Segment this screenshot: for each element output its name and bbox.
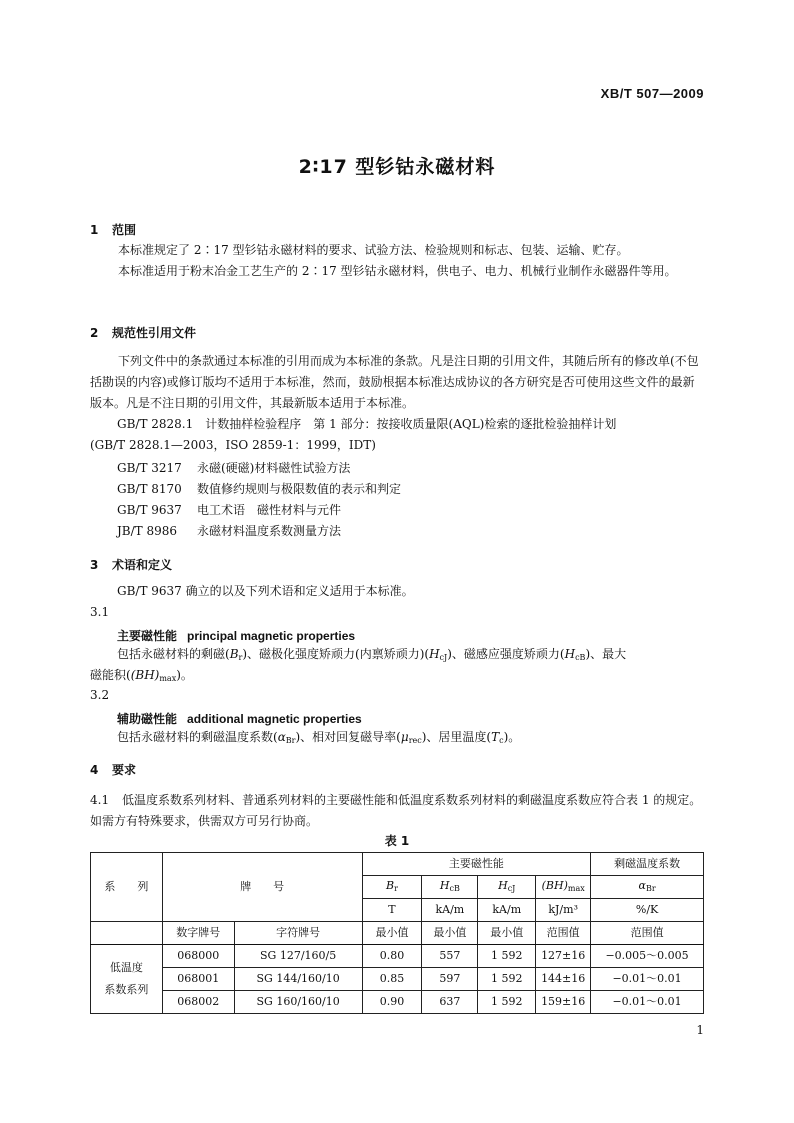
cell-br: 0.80	[362, 945, 422, 968]
subscript: rec	[408, 736, 422, 745]
subscript: r	[238, 653, 243, 662]
section-number: 3	[90, 558, 99, 572]
def-text: )。	[176, 668, 193, 682]
section-title: 要求	[112, 763, 137, 777]
min-header: 最小值	[362, 922, 422, 945]
term-heading	[117, 708, 362, 727]
cell-hcb: 597	[422, 968, 478, 991]
subscript: cB	[575, 653, 586, 662]
subscript: cB	[449, 883, 460, 893]
section-title: 术语和定义	[112, 558, 173, 572]
section-title: 规范性引用文件	[112, 326, 197, 340]
series-name: 低温度	[109, 961, 143, 974]
reference-code: GB/T 9637	[117, 503, 182, 517]
reference-title: 数值修约规则与极限数值的表示和判定	[197, 482, 402, 496]
symbol: H	[439, 878, 450, 892]
def-text: )、居里温度(	[421, 730, 492, 744]
def-text: )、最大	[585, 647, 627, 661]
paragraph: 下列文件中的条款通过本标准的引用而成为本标准的条款。凡是注日期的引用文件，其随后所有的修改单(不包括勘误的内容)或修订版均不适用于本标准，然而，鼓励根据本标准达成协议的各方研究是否可使用这些文件的最新版本。凡是不注日期的引用文件，其最新版本适用于本标准。	[90, 354, 699, 410]
subscript: cJ	[507, 883, 516, 893]
term-definition	[117, 644, 707, 668]
reference-item	[117, 480, 401, 497]
abr-unit: %/K	[591, 899, 704, 922]
paragraph	[90, 790, 706, 832]
cell-abr: −0.01～0.01	[591, 991, 704, 1014]
cell-num-grade: 068001	[162, 968, 234, 991]
num-grade-header: 数字牌号	[162, 922, 234, 945]
series-header: 系 列	[91, 853, 163, 922]
page-title: 2∶17 型钐钴永磁材料	[298, 156, 496, 178]
cell-hcj: 1 592	[478, 968, 536, 991]
series-name: 系数系列	[104, 983, 149, 996]
reference-code: JB/T 8986	[117, 524, 178, 538]
table-1	[90, 852, 704, 1014]
hcj-unit: kA/m	[478, 899, 536, 922]
def-text: 包括永磁材料的剩磁温度系数(	[117, 730, 278, 744]
temp-coeff-header: 剩磁温度系数	[591, 853, 704, 876]
br-header	[362, 876, 422, 899]
char-grade-header: 字符牌号	[234, 922, 362, 945]
cell-char-grade: SG 127/160/5	[234, 945, 362, 968]
reference-code: GB/T 8170	[117, 482, 182, 496]
section-number: 4	[90, 763, 99, 777]
hcj-header	[478, 876, 536, 899]
min-header: 最小值	[422, 922, 478, 945]
paragraph: GB/T 9637 确立的以及下列术语和定义适用于本标准。	[117, 584, 414, 598]
term-zh: 主要磁性能	[117, 629, 178, 643]
subscript: Br	[285, 736, 296, 745]
section-number: 1	[90, 223, 99, 237]
def-text: )、磁极化强度矫顽力(内禀矫顽力)(	[242, 647, 430, 661]
term-zh: 辅助磁性能	[117, 712, 178, 726]
symbol: (BH)	[541, 878, 568, 892]
term-number: 3.2	[90, 688, 110, 702]
reference-item	[117, 459, 350, 476]
symbol: (BH)	[130, 668, 160, 682]
clause-number: 4.1	[90, 793, 110, 807]
subscript: c	[499, 736, 504, 745]
paragraph: 本标准适用于粉末冶金工艺生产的 2∶17 型钐钴永磁材料，供电子、电力、机械行业制作永磁器件等用。	[118, 264, 677, 278]
symbol: T	[491, 730, 500, 744]
br-unit: T	[362, 899, 422, 922]
hcb-unit: kA/m	[422, 899, 478, 922]
cell-hcj: 1 592	[478, 991, 536, 1014]
table-caption: 表 1	[384, 834, 410, 848]
range-header: 范围值	[536, 922, 591, 945]
table-row	[91, 968, 704, 991]
clause-text: 低温度系数系列材料、普通系列材料的主要磁性能和低温度系数系列材料的剩磁温度系数应符合表 1 的规定。如需方有特殊要求，供需双方可另行协商。	[90, 793, 702, 828]
def-text: )。	[503, 730, 521, 744]
def-text: )、磁感应强度矫顽力(	[447, 647, 565, 661]
subscript: max	[567, 883, 585, 893]
section-4-heading	[90, 761, 136, 778]
grade-header: 牌 号	[162, 853, 362, 922]
reference-line: GB/T 2828.1 计数抽样检验程序 第 1 部分：按接收质量限(AQL)检索的逐批检验抽样计划	[117, 417, 617, 431]
reference-title: 永磁材料温度系数测量方法	[197, 524, 342, 538]
paragraph: 本标准规定了 2∶17 型钐钴永磁材料的要求、试验方法、检验规则和标志、包装、运输、贮存。	[118, 243, 629, 257]
term-definition	[117, 727, 520, 751]
reference-code: GB/T 3217	[117, 461, 182, 475]
page-number: 1	[696, 1023, 704, 1037]
document-number: XB/T 507—2009	[600, 86, 704, 101]
cell-hcb: 637	[422, 991, 478, 1014]
reference-title: 永磁(硬磁)材料磁性试验方法	[197, 461, 351, 475]
cell-char-grade: SG 144/160/10	[234, 968, 362, 991]
cell-bh: 159±16	[536, 991, 591, 1014]
cell-br: 0.90	[362, 991, 422, 1014]
min-header: 最小值	[478, 922, 536, 945]
bh-unit: kJ/m³	[536, 899, 591, 922]
symbol: B	[386, 878, 395, 892]
term-en: principal magnetic properties	[187, 629, 356, 643]
term-en: additional magnetic properties	[187, 712, 362, 726]
series-cell	[91, 945, 163, 1014]
reference-title: 电工术语 磁性材料与元件	[197, 503, 342, 517]
symbol: H	[429, 647, 440, 661]
table-row	[91, 945, 704, 968]
table-row	[91, 991, 704, 1014]
bh-header	[536, 876, 591, 899]
def-text: 磁能积(	[90, 668, 131, 682]
section-1-heading	[90, 221, 136, 238]
cell-num-grade: 068002	[162, 991, 234, 1014]
def-text: )、相对回复磁导率(	[295, 730, 401, 744]
abr-header	[591, 876, 704, 899]
subscript: r	[394, 883, 398, 893]
symbol: B	[229, 647, 239, 661]
def-text: 包括永磁材料的剩磁(	[117, 647, 230, 661]
term-number: 3.1	[90, 605, 110, 619]
cell-hcj: 1 592	[478, 945, 536, 968]
symbol: H	[498, 878, 508, 892]
reference-item	[117, 522, 341, 539]
section-2-heading	[90, 324, 196, 341]
subscript: Br	[645, 883, 656, 893]
symbol: μ	[400, 730, 409, 744]
section-3-heading	[90, 556, 172, 573]
cell-num-grade: 068000	[162, 945, 234, 968]
main-props-header: 主要磁性能	[362, 853, 591, 876]
cell-br: 0.85	[362, 968, 422, 991]
blank-cell	[91, 922, 163, 945]
cell-abr: −0.01～0.01	[591, 968, 704, 991]
range-header: 范围值	[591, 922, 704, 945]
cell-hcb: 557	[422, 945, 478, 968]
section-title: 范围	[112, 223, 137, 237]
cell-bh: 144±16	[536, 968, 591, 991]
subscript: max	[159, 674, 177, 683]
cell-bh: 127±16	[536, 945, 591, 968]
subscript: cJ	[439, 653, 448, 662]
symbol: H	[564, 647, 576, 661]
hcb-header	[422, 876, 478, 899]
reference-item	[117, 501, 341, 518]
cell-abr: −0.005～0.005	[591, 945, 704, 968]
section-number: 2	[90, 326, 99, 340]
reference-line: (GB/T 2828.1—2003，ISO 2859-1：1999，IDT)	[90, 438, 376, 452]
term-heading	[117, 625, 355, 644]
symbol: α	[638, 878, 646, 892]
symbol: α	[277, 730, 286, 744]
cell-char-grade: SG 160/160/10	[234, 991, 362, 1014]
